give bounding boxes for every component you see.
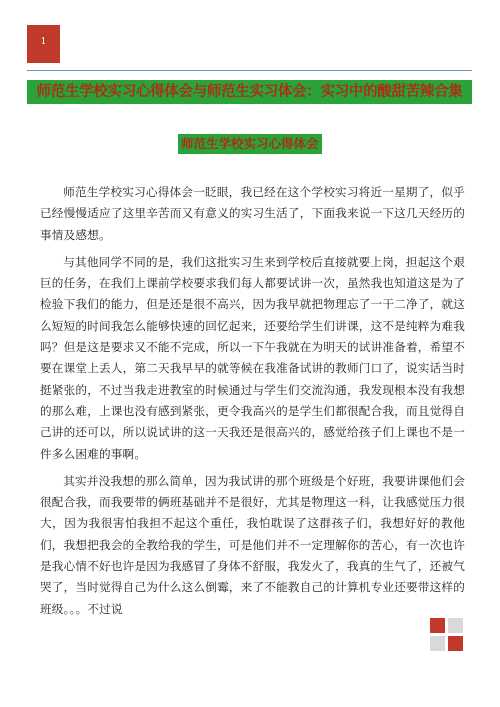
square-decor-icon: [430, 618, 445, 633]
paragraph: 与其他同学不同的是，我们这批实习生来到学校后直接就要上岗，担起这个艰巨的任务，在我们上课前学校要求我们每人都要试讲一次，虽然我也知道这是为了检验下我们的能力，但是还是很不高兴，因为我早就把物理忘了一干二净了，就这么短短的时间我怎么能够快速的回忆起来，还要给学生们讲课，这不是纯粹为难我吗？但是这是要求又不能不完成，所以一下午我就在为明天的试讲准备着，希望不要在课堂上丢人，第二天我早早的就等候在我准备试讲的教师门口了，说实话当时挺紧张的，不过当我走进教室的时候通过与学生们交流沟通，我发现根本没有我想的那么难，上课也没有感到紧张，更令我高兴的是学生们都很配合我，而且觉得自己讲的还可以，所以说试讲的这一天我还是很高兴的，感觉给孩子们上课也不是一件多么困难的事啊。: [40, 254, 465, 461]
page-number-badge: [27, 25, 60, 63]
square-decor-icon: [430, 636, 445, 651]
decorative-squares: [430, 618, 470, 652]
banner-title: 师范生学校实习心得体会与师范生实习体会：实习中的酸甜苦辣合集: [27, 80, 472, 104]
square-decor-icon: [448, 618, 463, 633]
page-number: 1: [40, 37, 47, 47]
header-rule: [27, 70, 472, 71]
square-decor-icon: [448, 636, 463, 651]
section-title: 师范生学校实习心得体会: [178, 134, 322, 154]
paragraph: 师范生学校实习心得体会一眨眼，我已经在这个学校实习将近一星期了，似乎已经慢慢适应了这里辛苦而又有意义的实习生活了，下面我来说一下这几天经历的事情及感想。: [40, 185, 465, 242]
article-body: [40, 182, 465, 626]
paragraph: 其实并没我想的那么简单，因为我试讲的那个班级是个好班，我要讲课他们会很配合我，而我要带的俩班基础并不是很好，尤其是物理这一科，让我感觉压力很大，因为我很害怕我担不起这个重任，我怕耽误了这群孩子们，我想好好的教他们，我想把我会的全教给我的学生，可是他们并不一定理解你的苦心，有一次也许是我心情不好也许是因为我感冒了身体不舒服，我发火了，我真的生气了，还被气哭了，当时觉得自己为什么这么倒霉，来了不能教自己的计算机专业还要带这样的班级。。。不过说: [40, 473, 465, 616]
